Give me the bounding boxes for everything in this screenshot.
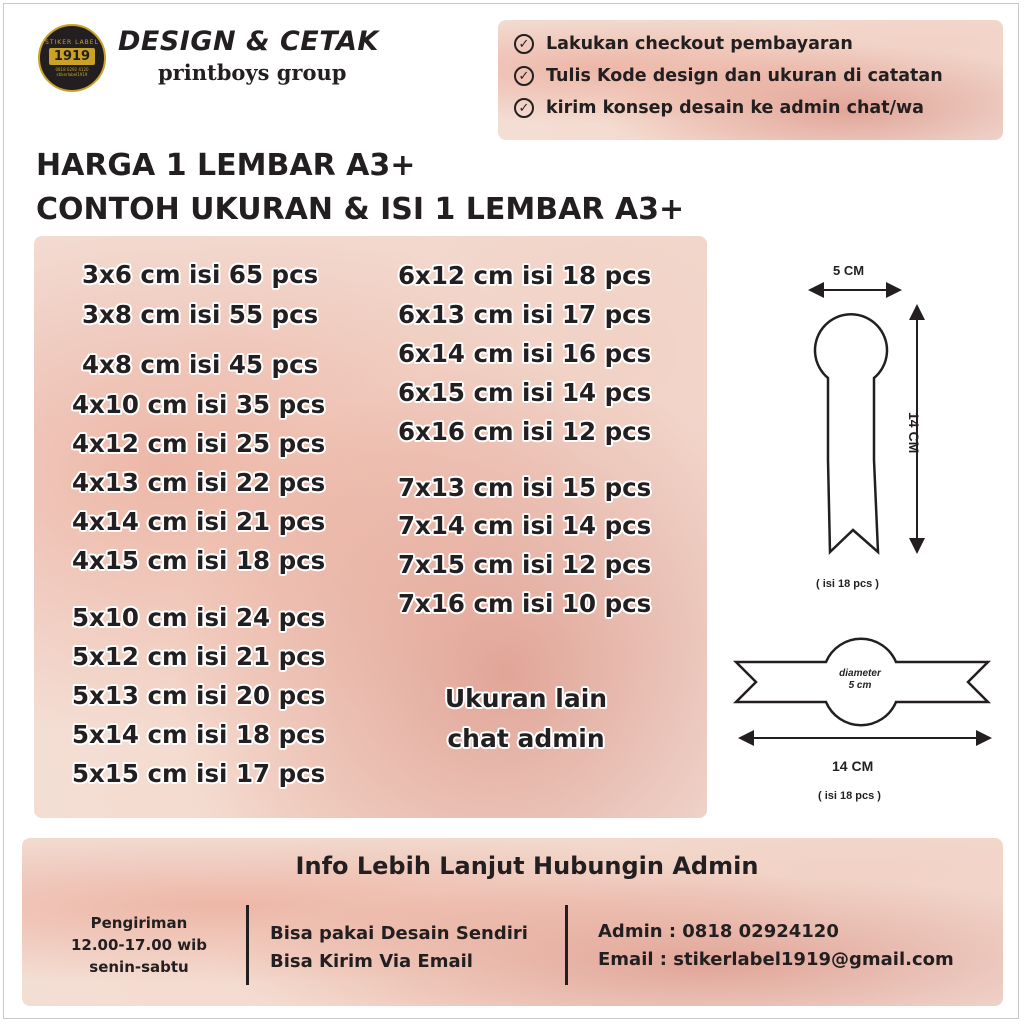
- horizontal-qty-label: ( isi 18 pcs ): [818, 790, 881, 802]
- step-item: [514, 66, 943, 86]
- diameter-label: [830, 668, 890, 692]
- size-item: 6x14 cm isi 16 pcs: [398, 339, 652, 368]
- other-sizes-line1: Ukuran lain: [444, 684, 608, 713]
- check-circle-icon: ✓: [514, 98, 534, 118]
- step-item: [514, 34, 853, 54]
- check-circle-icon: ✓: [514, 66, 534, 86]
- size-item: 4x14 cm isi 21 pcs: [72, 507, 326, 536]
- design-line1: Bisa pakai Desain Sendiri: [270, 923, 528, 944]
- logo-number: 1919: [49, 48, 95, 65]
- size-item: 7x13 cm isi 15 pcs: [398, 473, 652, 502]
- contact-info: [598, 918, 954, 974]
- footer-title: Info Lebih Lanjut Hubungin Admin: [295, 852, 759, 880]
- heading-examples: CONTOH UKURAN & ISI 1 LEMBAR A3+: [36, 192, 685, 227]
- shipping-info: [54, 912, 224, 978]
- size-item: 6x16 cm isi 12 pcs: [398, 417, 652, 446]
- size-item: 5x14 cm isi 18 pcs: [72, 720, 326, 749]
- shipping-line2: 12.00-17.00 wib: [70, 936, 208, 954]
- step-text: Tulis Kode design dan ukuran di catatan: [546, 66, 943, 86]
- brand-subtitle: printboys group: [158, 60, 347, 85]
- horizontal-width-label: 14 CM: [832, 758, 874, 774]
- other-sizes-line2: chat admin: [447, 724, 605, 753]
- size-item: 7x15 cm isi 12 pcs: [398, 550, 652, 579]
- size-item: 7x16 cm isi 10 pcs: [398, 589, 652, 618]
- vertical-width-label: 5 CM: [833, 263, 865, 278]
- admin-phone: Admin : 0818 02924120: [598, 921, 839, 942]
- step-text: Lakukan checkout pembayaran: [546, 34, 853, 54]
- vertical-qty-label: ( isi 18 pcs ): [816, 578, 879, 590]
- size-item: 5x15 cm isi 17 pcs: [72, 759, 326, 788]
- step-item: [514, 98, 924, 118]
- size-item: 3x6 cm isi 65 pcs: [82, 260, 319, 289]
- brand-logo: [38, 24, 106, 92]
- check-circle-icon: ✓: [514, 34, 534, 54]
- size-item: 6x15 cm isi 14 pcs: [398, 378, 652, 407]
- vertical-height-label: 14 CM: [906, 412, 922, 454]
- size-item: 5x12 cm isi 21 pcs: [72, 642, 326, 671]
- logo-phone: 0818 0292 4120: [55, 67, 89, 72]
- size-item: 4x15 cm isi 18 pcs: [72, 546, 326, 575]
- admin-email: Email : stikerlabel1919@gmail.com: [598, 949, 954, 970]
- size-item: 7x14 cm isi 14 pcs: [398, 511, 652, 540]
- logo-email: stikerlabel1919: [56, 72, 88, 77]
- logo-top-text: STIKER LABEL: [45, 39, 99, 46]
- design-line2: Bisa Kirim Via Email: [270, 951, 473, 972]
- other-sizes-note: [436, 679, 616, 759]
- diameter-line1: diameter: [839, 668, 881, 679]
- size-item: 4x10 cm isi 35 pcs: [72, 390, 326, 419]
- size-item: 5x10 cm isi 24 pcs: [72, 603, 326, 632]
- shipping-line3: senin-sabtu: [89, 958, 189, 976]
- horizontal-label-diagram: [730, 630, 1000, 755]
- diameter-line2: 5 cm: [848, 680, 872, 691]
- vertical-label-diagram: [790, 270, 970, 570]
- design-info: [270, 920, 528, 976]
- size-item: 5x13 cm isi 20 pcs: [72, 681, 326, 710]
- step-text: kirim konsep desain ke admin chat/wa: [546, 98, 924, 118]
- steps-panel: [498, 20, 1003, 140]
- heading-price: HARGA 1 LEMBAR A3+: [36, 148, 416, 183]
- size-item: 3x8 cm isi 55 pcs: [82, 300, 319, 329]
- size-item: 4x13 cm isi 22 pcs: [72, 468, 326, 497]
- footer-divider: [565, 905, 568, 985]
- size-item: 4x12 cm isi 25 pcs: [72, 429, 326, 458]
- size-item: 6x12 cm isi 18 pcs: [398, 261, 652, 290]
- brand-title: DESIGN & CETAK: [118, 26, 379, 57]
- size-item: 4x8 cm isi 45 pcs: [82, 350, 319, 379]
- shipping-line1: Pengiriman: [90, 914, 188, 932]
- footer-divider: [246, 905, 249, 985]
- keyhole-label-shape: [815, 314, 887, 552]
- size-item: 6x13 cm isi 17 pcs: [398, 300, 652, 329]
